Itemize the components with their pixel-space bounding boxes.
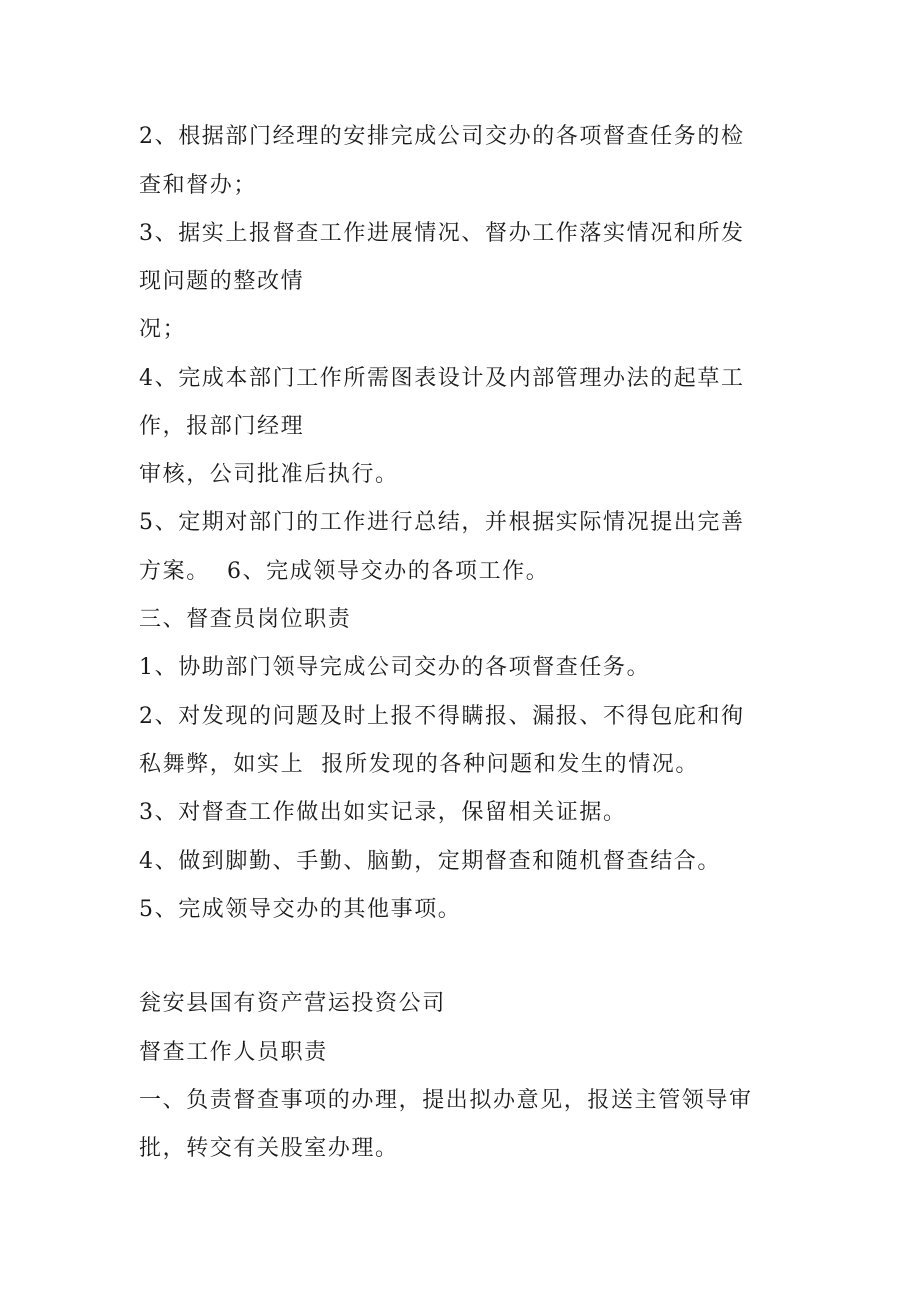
text-line-inspector-2-part-1: 2、对发现的问题及时上报不得瞒报、漏报、不得包庇和徇	[139, 704, 745, 729]
text-line-duty-5-6: 方案。 6、完成领导交办的各项工作。	[139, 559, 550, 584]
company-name: 瓮安县国有资产营运投资公司	[139, 991, 446, 1016]
text-line-duty-2-part-1: 2、根据部门经理的安排完成公司交办的各项督查任务的检	[139, 124, 745, 149]
text-line-duty-4-part-1: 4、完成本部门工作所需图表设计及内部管理办法的起草工	[139, 366, 745, 391]
text-line-duty-4-part-2: 作，报部门经理	[139, 414, 305, 439]
text-line-duty-3-part-3: 况；	[139, 317, 187, 342]
text-line-inspector-4: 4、做到脚勤、手勤、脑勤，定期督查和随机督查结合。	[139, 849, 721, 874]
text-line-duty-4-part-3: 审核，公司批准后执行。	[139, 462, 399, 487]
text-line-staff-1-part-2: 批，转交有关股室办理。	[139, 1136, 399, 1161]
text-line-inspector-1: 1、协助部门领导完成公司交办的各项督查任务。	[139, 655, 651, 680]
text-line-inspector-3: 3、对督查工作做出如实记录，保留相关证据。	[139, 800, 627, 825]
text-line-staff-1-part-1: 一、负责督查事项的办理，提出拟办意见，报送主管领导审	[139, 1088, 753, 1113]
text-line-duty-3-part-1: 3、据实上报督查工作进展情况、督办工作落实情况和所发	[139, 221, 745, 246]
section-title-staff-duties: 督查工作人员职责	[139, 1040, 328, 1065]
text-line-duty-5-part-1: 5、定期对部门的工作进行总结，并根据实际情况提出完善	[139, 510, 745, 535]
text-line-duty-3-part-2: 现问题的整改情	[139, 269, 305, 294]
section-heading-inspector-duties: 三、督查员岗位职责	[139, 607, 352, 632]
text-line-inspector-5: 5、完成领导交办的其他事项。	[139, 897, 462, 922]
text-line-inspector-2-part-2: 私舞弊，如实上 报所发现的各种问题和发生的情况。	[139, 752, 699, 777]
text-line-duty-2-part-2: 查和督办；	[139, 173, 258, 198]
